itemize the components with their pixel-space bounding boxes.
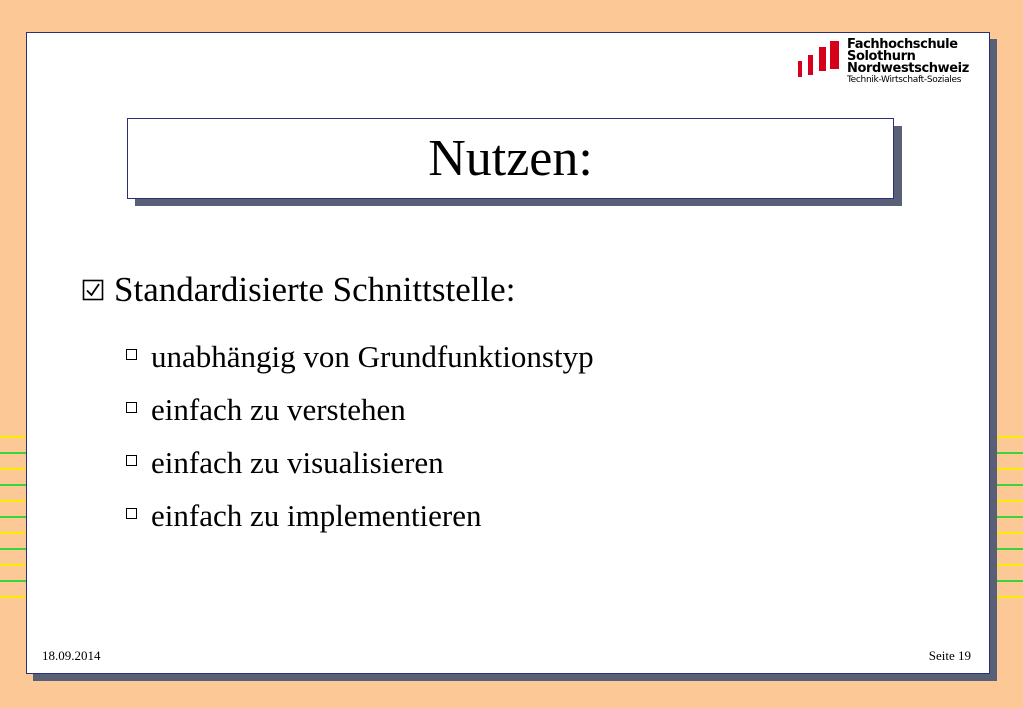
list-item [126, 383, 594, 436]
list-item-text: einfach zu verstehen [151, 391, 406, 427]
square-bullet-icon [126, 455, 137, 466]
square-bullet-icon [126, 508, 137, 519]
right-stripe-decoration [995, 436, 1023, 608]
footer-page-number: Seite 19 [928, 648, 971, 663]
list-item-text: unabhängig von Grundfunktionstyp [151, 338, 594, 374]
main-bullet-text: Standardisierte Schnittstelle: [114, 270, 516, 309]
school-logo [796, 39, 976, 95]
footer-date: 18.09.2014 [42, 648, 101, 663]
checkbox-checked-icon [82, 279, 104, 301]
logo-line-1: Fachhochschule [847, 37, 958, 52]
logo-line-3: Nordwestschweiz [847, 61, 969, 76]
logo-mark-icon [796, 41, 846, 81]
logo-line-4: Technik-Wirtschaft-Soziales [847, 75, 962, 85]
sub-bullet-list [126, 330, 594, 542]
logo-line-2: Solothurn [847, 49, 916, 64]
title-box [127, 118, 894, 199]
list-item-text: einfach zu visualisieren [151, 444, 444, 480]
square-bullet-icon [126, 349, 137, 360]
left-stripe-decoration [0, 436, 28, 608]
list-item [126, 489, 594, 542]
slide-title: Nutzen: [428, 130, 593, 187]
main-bullet [82, 270, 515, 310]
list-item [126, 436, 594, 489]
list-item [126, 330, 594, 383]
square-bullet-icon [126, 402, 137, 413]
list-item-text: einfach zu implementieren [151, 497, 482, 533]
